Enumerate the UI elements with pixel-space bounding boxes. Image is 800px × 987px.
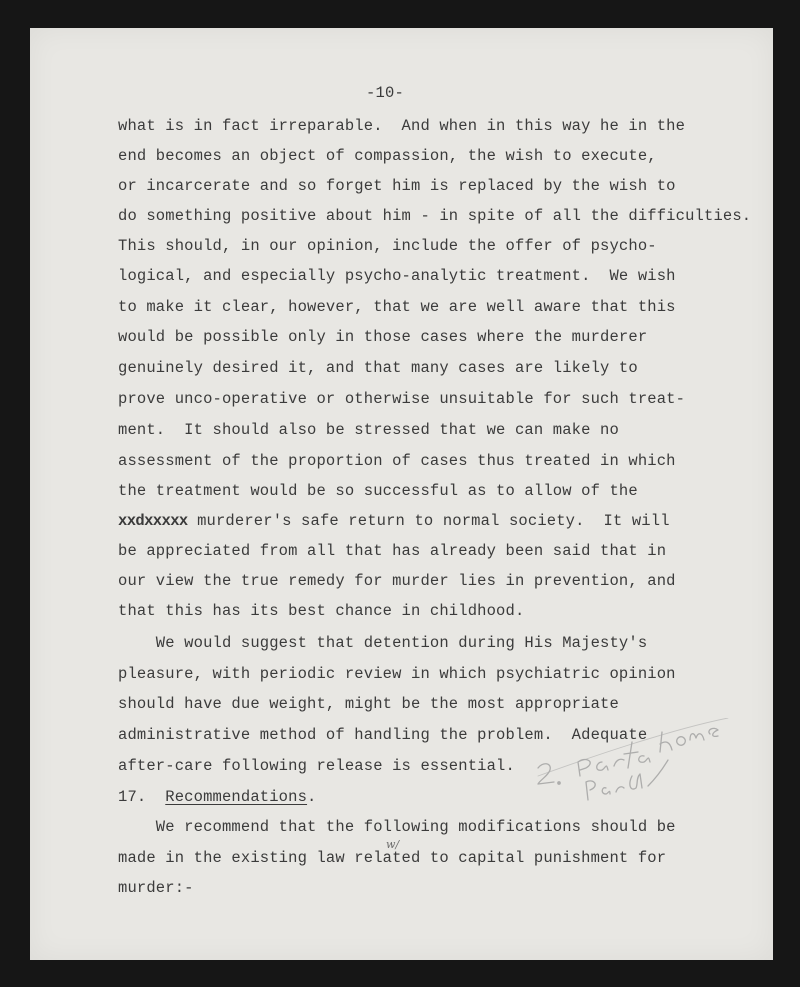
text-line: murder:- [118, 879, 194, 897]
text-line: This should, in our opinion, include the offer of psycho- [118, 237, 657, 255]
section-heading [118, 787, 317, 807]
struck-out-word: xxdxxxxx [118, 512, 188, 530]
text-line: ment. It should also be stressed that we can make no [118, 421, 619, 439]
text-line: end becomes an object of compassion, the wish to execute, [118, 147, 657, 165]
text-line: the treatment would be so successful as to allow of the [118, 482, 638, 500]
text-line: would be possible only in those cases where the murderer [118, 328, 648, 346]
text-line: should have due weight, might be the most appropriate [118, 695, 619, 713]
text-line: administrative method of handling the problem. Adequate [118, 726, 648, 744]
text-line: be appreciated from all that has already been said that in [118, 542, 667, 560]
text-line: or incarcerate and so forget him is replaced by the wish to [118, 177, 676, 195]
text-line: genuinely desired it, and that many cases are likely to [118, 359, 638, 377]
text-line: prove unco-operative or otherwise unsuitable for such treat- [118, 390, 686, 408]
text-line: We recommend that the following modifications should be [118, 818, 676, 836]
text-line: our view the true remedy for murder lies in prevention, and [118, 572, 676, 590]
text-line: made in the existing law related to capital punishment for [118, 849, 667, 867]
text-line: after-care following release is essential. [118, 757, 515, 775]
text-line: to make it clear, however, that we are well aware that this [118, 298, 676, 316]
text-line: assessment of the proportion of cases thus treated in which [118, 452, 676, 470]
text-line [118, 511, 670, 531]
text-line-remainder: murderer's safe return to normal society. It will [187, 512, 670, 530]
text-line: what is in fact irreparable. And when in this way he in the [118, 117, 686, 135]
section-title-suffix: . [307, 788, 317, 806]
text-line: do something positive about him - in spite of all the difficulties. [118, 207, 752, 225]
text-line: logical, and especially psycho-analytic treatment. We wish [118, 267, 676, 285]
handwritten-insert-mark: w/ [386, 838, 400, 851]
page-number: -10- [366, 84, 405, 102]
handwritten-annotation [528, 718, 738, 818]
section-number: 17. [118, 788, 147, 806]
text-line: We would suggest that detention during His Majesty's [118, 634, 648, 652]
text-line: that this has its best chance in childhood. [118, 602, 525, 620]
text-line: pleasure, with periodic review in which psychiatric opinion [118, 665, 676, 683]
section-title: Recommendations [165, 788, 308, 806]
